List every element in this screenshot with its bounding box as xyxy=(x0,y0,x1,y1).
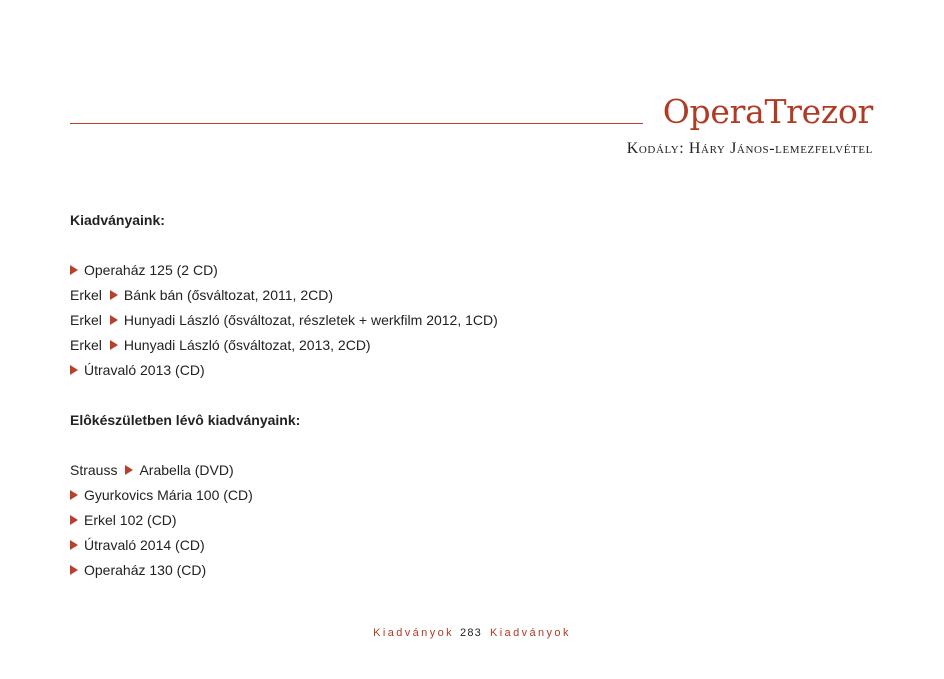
item-title: Gyurkovics Mária 100 (CD) xyxy=(84,487,253,503)
triangle-arrow-icon xyxy=(125,465,133,475)
list-item xyxy=(70,258,870,283)
item-composer: Erkel xyxy=(70,337,102,353)
item-title: Hunyadi László (ősváltozat, részletek + werkfilm 2012, 1CD) xyxy=(123,312,498,328)
item-title: Bánk bán (ősváltozat, 2011, 2CD) xyxy=(123,287,333,303)
item-composer: Strauss xyxy=(70,462,118,478)
brand-title: OperaTrezor xyxy=(662,92,873,131)
header-rule xyxy=(70,123,643,124)
triangle-arrow-icon xyxy=(70,540,78,550)
list-item xyxy=(70,483,870,508)
item-title: Operaház 125 (2 CD) xyxy=(84,262,218,278)
triangle-arrow-icon xyxy=(70,365,78,375)
triangle-arrow-icon xyxy=(70,490,78,500)
item-composer: Erkel xyxy=(70,312,102,328)
list-item xyxy=(70,358,870,383)
list-item xyxy=(70,458,870,483)
item-title: Arabella (DVD) xyxy=(139,462,234,478)
triangle-arrow-icon xyxy=(70,515,78,525)
page-number: 283 xyxy=(460,627,482,639)
list-item xyxy=(70,508,870,533)
list-item xyxy=(70,533,870,558)
list-item xyxy=(70,558,870,583)
section-divider-space xyxy=(70,383,870,408)
item-title: Útravaló 2014 (CD) xyxy=(84,537,205,553)
section-upcoming xyxy=(70,408,870,583)
footer-section-left: Kiadványok xyxy=(373,627,455,639)
item-composer: Erkel xyxy=(70,287,102,303)
section-publications xyxy=(70,208,870,383)
triangle-arrow-icon xyxy=(110,290,118,300)
section-heading: Kiadványaink: xyxy=(70,212,165,228)
item-title: Operaház 130 (CD) xyxy=(84,562,207,578)
list-item xyxy=(70,283,870,308)
page-footer xyxy=(0,627,944,639)
item-title: Erkel 102 (CD) xyxy=(84,512,177,528)
publications-content xyxy=(70,208,870,583)
triangle-arrow-icon xyxy=(110,315,118,325)
triangle-arrow-icon xyxy=(70,565,78,575)
item-title: Hunyadi László (ősváltozat, 2013, 2CD) xyxy=(123,337,371,353)
triangle-arrow-icon xyxy=(110,340,118,350)
list-item xyxy=(70,333,870,358)
item-title: Útravaló 2013 (CD) xyxy=(84,362,205,378)
section-heading: Elôkészületben lévô kiadványaink: xyxy=(70,412,301,428)
triangle-arrow-icon xyxy=(70,265,78,275)
footer-section-right: Kiadványok xyxy=(489,627,571,639)
page-subtitle: Kodály: Háry János-lemezfelvétel xyxy=(626,140,873,157)
list-item xyxy=(70,308,870,333)
